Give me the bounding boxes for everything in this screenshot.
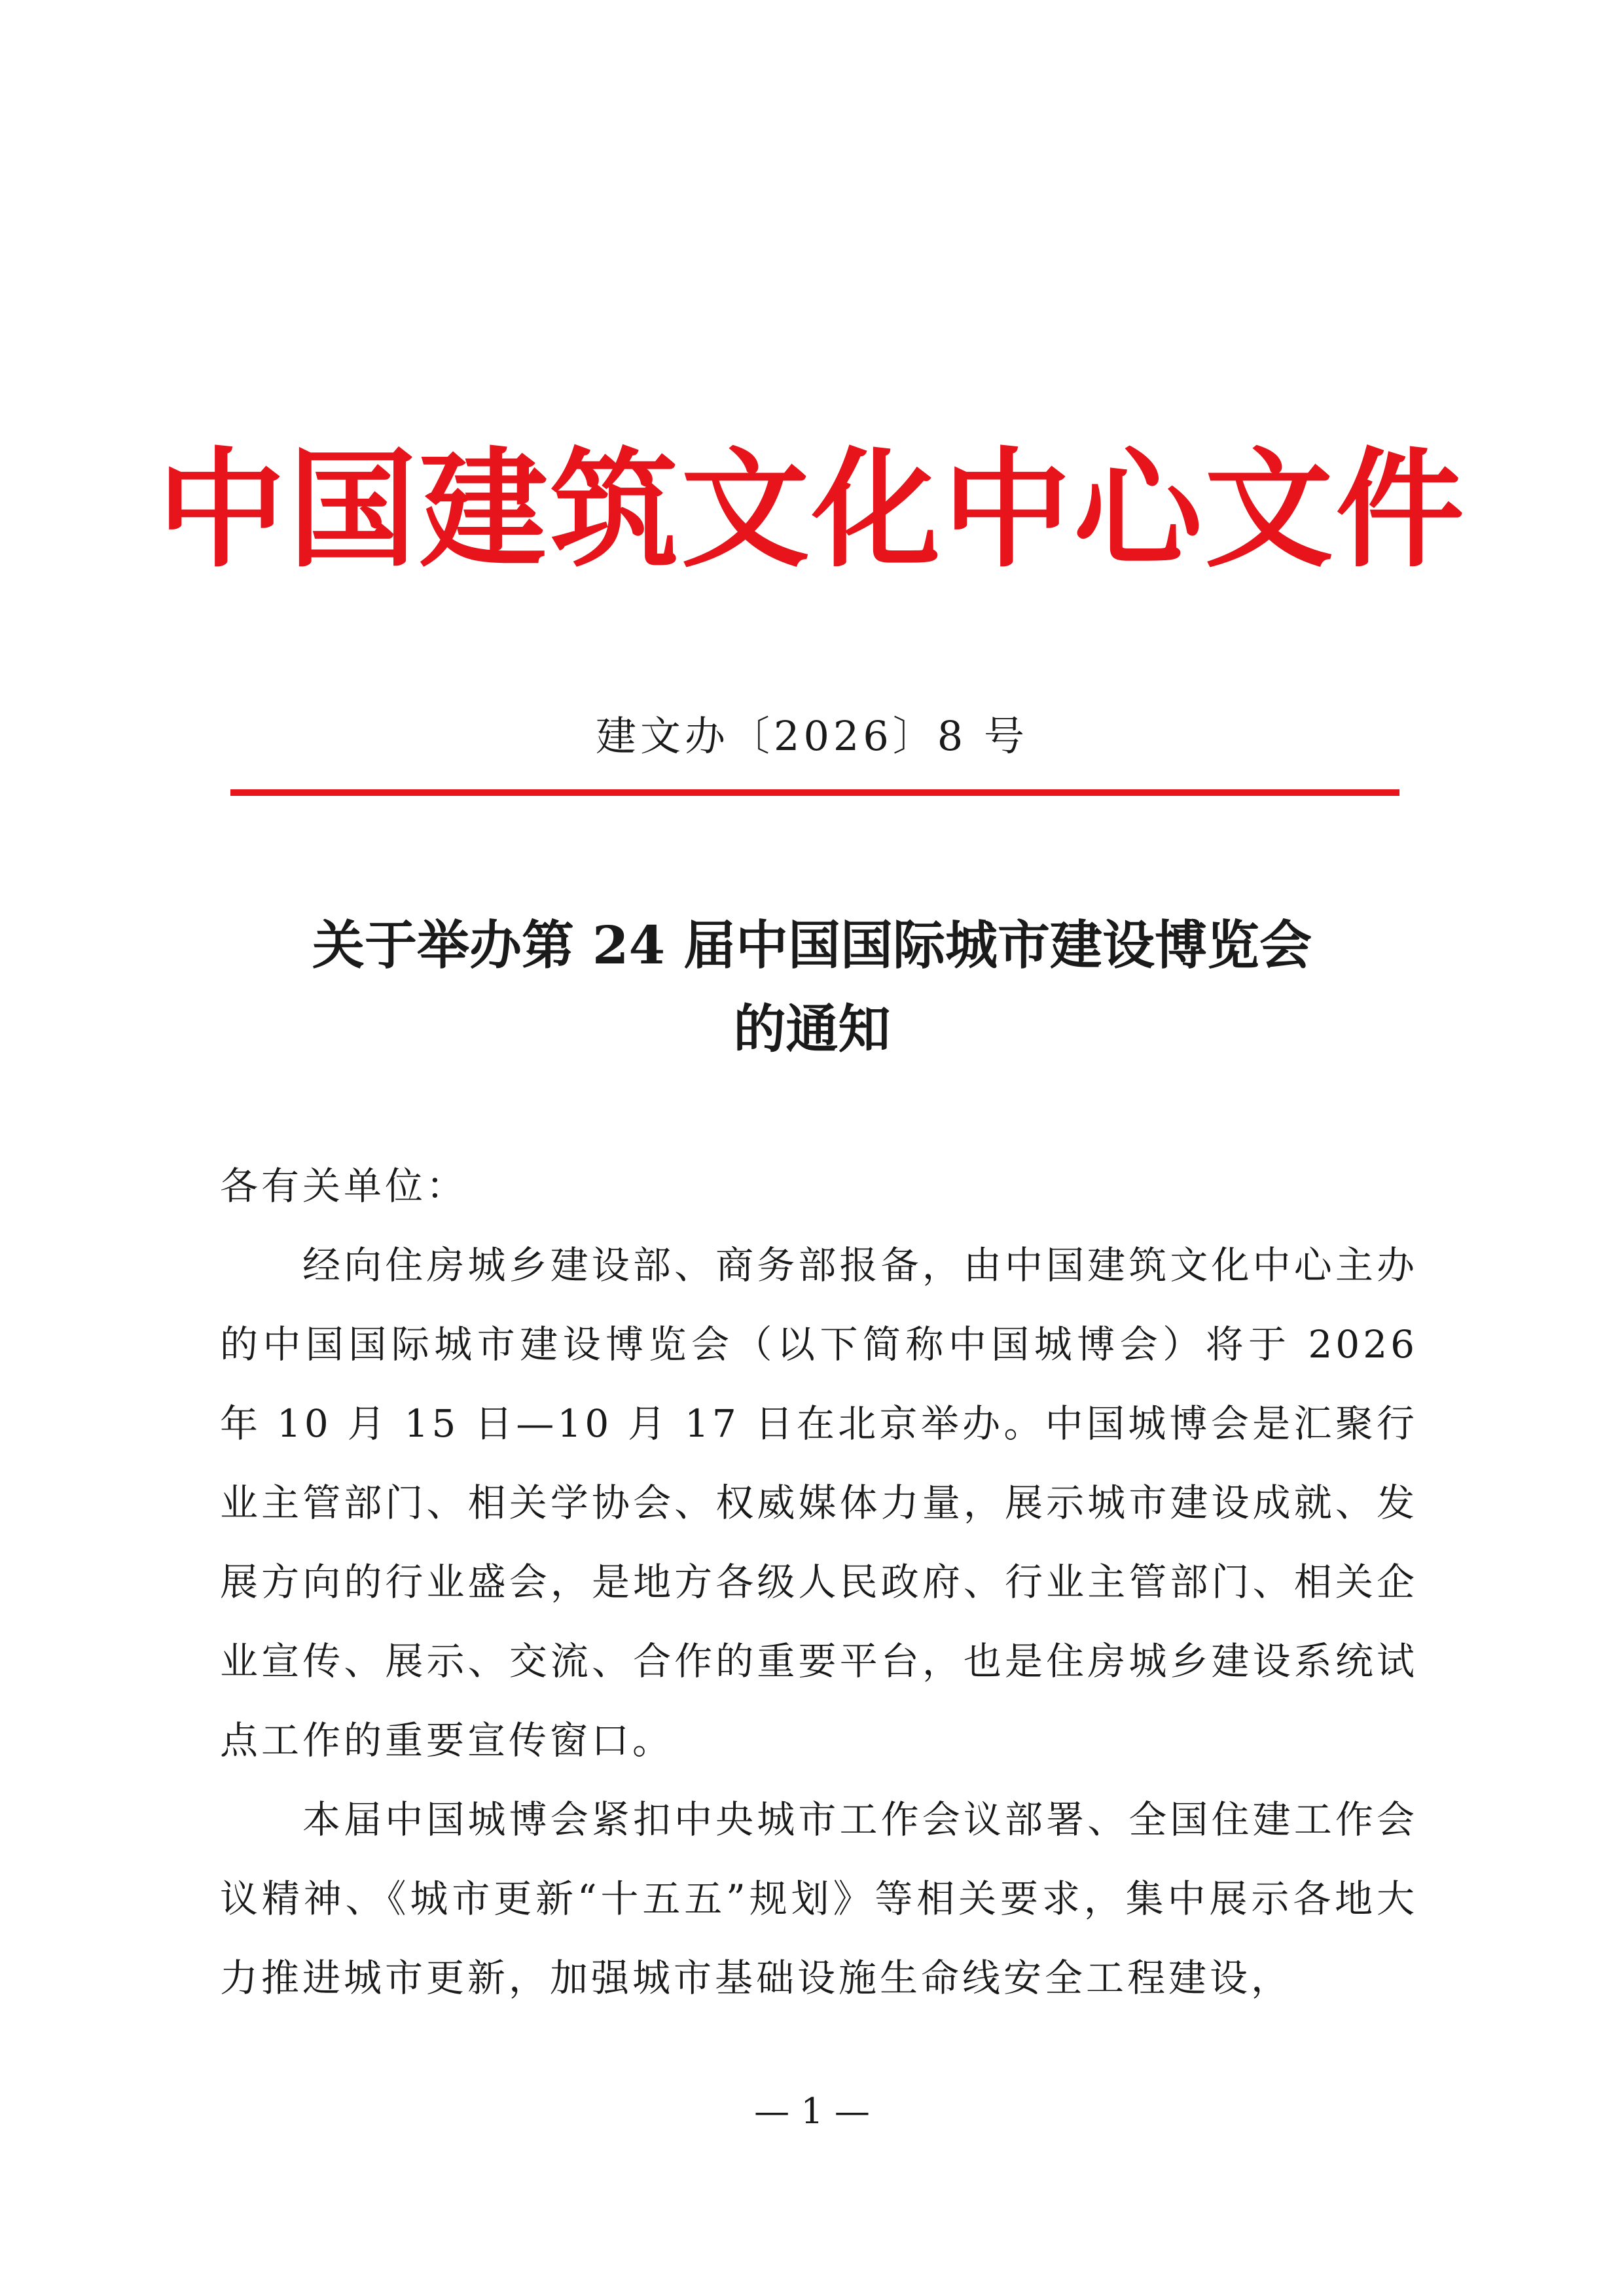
masthead-title: 中国建筑文化中心文件 xyxy=(157,436,1467,585)
notice-body xyxy=(220,1147,1418,2018)
notice-title-line-1: 关于举办第 24 届中国国际城市建设博览会 xyxy=(312,914,1312,976)
document-number: 建文办〔2026〕8 号 xyxy=(596,712,1028,760)
salutation: 各有关单位： xyxy=(220,1164,468,1208)
body-paragraph-1: 经向住房城乡建设部、商务部报备，由中国建筑文化中心主办的中国国际城市建设博览会（以下简称中国城博会）将于 2026 年 10 月 15 日—10 月 17 日在北京举办。中国城博会是汇聚行业主管部门、相关学协会、权威媒体力量，展示城市建设成就、发展方向的行业盛会，是地方各级人民政府、行业主管部门、相关企业宣传、展示、交流、合作的重要平台，也是住房城乡建设系统试点工作的重要宣传窗口。 xyxy=(220,1243,1418,1763)
notice-title xyxy=(196,903,1428,1071)
body-paragraph-2: 本届中国城博会紧扣中央城市工作会议部署、全国住建工作会议精神、《城市更新“十五五”规划》等相关要求，集中展示各地大力推进城市更新，加强城市基础设施生命线安全工程建设， xyxy=(220,1797,1418,2000)
notice-title-line-2: 的通知 xyxy=(733,998,891,1060)
red-divider-line xyxy=(230,789,1399,796)
page-number: — 1 — xyxy=(754,2090,870,2132)
